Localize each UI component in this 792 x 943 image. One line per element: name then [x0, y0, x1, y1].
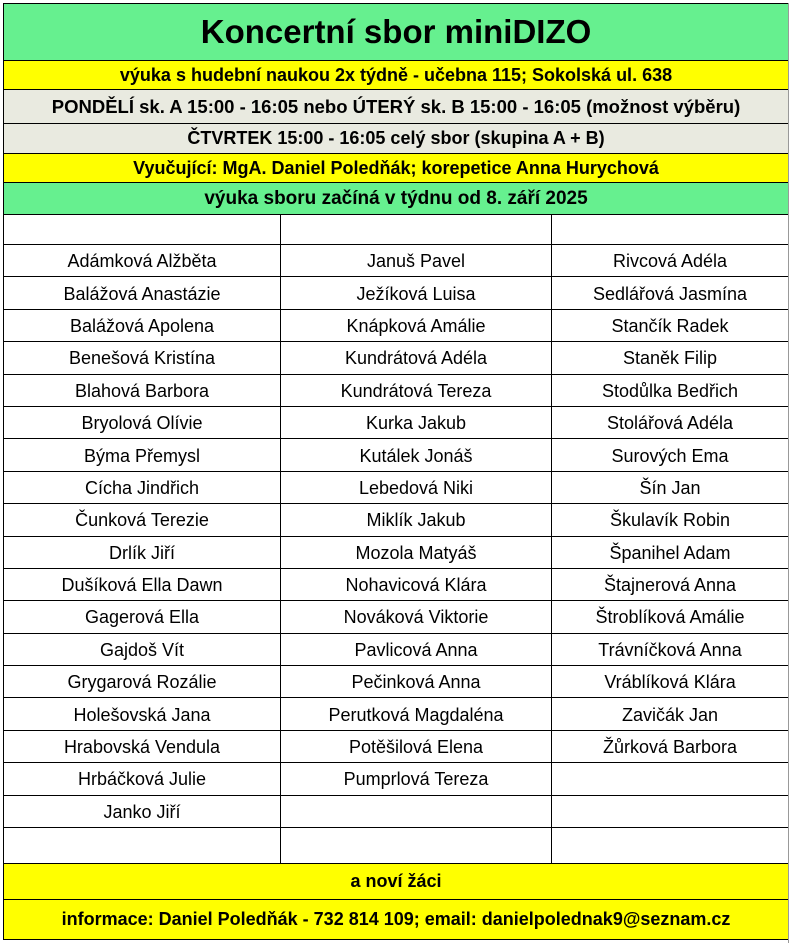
- new-students: a noví žáci: [4, 864, 789, 900]
- student-name: Pavlicová Anna: [281, 633, 552, 665]
- student-name: Bryolová Olívie: [4, 406, 281, 438]
- student-name: Perutková Magdaléna: [281, 698, 552, 730]
- name-row: [4, 568, 789, 600]
- student-name: Ježíková Luisa: [281, 277, 552, 309]
- empty-cell: [4, 215, 281, 245]
- student-name: Surových Ema: [552, 439, 789, 471]
- student-name: Mozola Matyáš: [281, 536, 552, 568]
- student-name: Blahová Barbora: [4, 374, 281, 406]
- empty-cell: [552, 828, 789, 864]
- page-title: Koncertní sbor miniDIZO: [4, 4, 789, 61]
- student-name: Rivcová Adéla: [552, 245, 789, 277]
- empty-cell: [281, 828, 552, 864]
- student-name: Holešovská Jana: [4, 698, 281, 730]
- student-name: Pumprlová Tereza: [281, 763, 552, 795]
- name-row: [4, 309, 789, 341]
- student-name: [552, 763, 789, 795]
- student-name: Miklík Jakub: [281, 504, 552, 536]
- name-row: [4, 406, 789, 438]
- student-name: Janko Jiří: [4, 795, 281, 827]
- student-name: Gajdoš Vít: [4, 633, 281, 665]
- student-name: Žůrková Barbora: [552, 730, 789, 762]
- student-name: Kundrátová Adéla: [281, 342, 552, 374]
- student-name: Nováková Viktorie: [281, 601, 552, 633]
- student-name: Sedlářová Jasmína: [552, 277, 789, 309]
- student-name: Štajnerová Anna: [552, 568, 789, 600]
- name-row: [4, 245, 789, 277]
- name-row: [4, 698, 789, 730]
- student-name: Pečinková Anna: [281, 666, 552, 698]
- student-name: Vráblíková Klára: [552, 666, 789, 698]
- name-row: [4, 666, 789, 698]
- student-name: Štroblíková Amálie: [552, 601, 789, 633]
- student-name: Býma Přemysl: [4, 439, 281, 471]
- name-row: [4, 601, 789, 633]
- student-name: Hrbáčková Julie: [4, 763, 281, 795]
- student-name: Trávníčková Anna: [552, 633, 789, 665]
- student-name: Balážová Apolena: [4, 309, 281, 341]
- student-name: Knápková Amálie: [281, 309, 552, 341]
- student-name: Zavičák Jan: [552, 698, 789, 730]
- student-name: [552, 795, 789, 827]
- schedule-thursday: ČTVRTEK 15:00 - 16:05 celý sbor (skupina A + B): [4, 124, 789, 154]
- name-row: [4, 536, 789, 568]
- name-row: [4, 439, 789, 471]
- student-name: Škulavík Robin: [552, 504, 789, 536]
- student-name: Čunková Terezie: [4, 504, 281, 536]
- contact-info: informace: Daniel Poledňák - 732 814 109; email: danielpolednak9@seznam.cz: [4, 900, 789, 940]
- student-name: Španihel Adam: [552, 536, 789, 568]
- student-name: [281, 795, 552, 827]
- name-row: [4, 730, 789, 762]
- student-name: Potěšilová Elena: [281, 730, 552, 762]
- name-row: [4, 342, 789, 374]
- empty-cell: [552, 215, 789, 245]
- student-name: Gagerová Ella: [4, 601, 281, 633]
- schedule-groups: PONDĚLÍ sk. A 15:00 - 16:05 nebo ÚTERÝ sk. B 15:00 - 16:05 (možnost výběru): [4, 90, 789, 124]
- name-row: [4, 374, 789, 406]
- name-row: [4, 633, 789, 665]
- student-name: Lebedová Niki: [281, 471, 552, 503]
- student-name: Drlík Jiří: [4, 536, 281, 568]
- student-name: Stolářová Adéla: [552, 406, 789, 438]
- student-name: Hrabovská Vendula: [4, 730, 281, 762]
- student-name: Kundrátová Tereza: [281, 374, 552, 406]
- empty-cell: [281, 215, 552, 245]
- student-name: Cícha Jindřich: [4, 471, 281, 503]
- student-name: Stančík Radek: [552, 309, 789, 341]
- student-name: Dušíková Ella Dawn: [4, 568, 281, 600]
- sheet-edge: [788, 3, 789, 943]
- choir-table: [3, 3, 789, 940]
- student-name: Kurka Jakub: [281, 406, 552, 438]
- student-name: Nohavicová Klára: [281, 568, 552, 600]
- student-name: Benešová Kristína: [4, 342, 281, 374]
- student-name: Stodůlka Bedřich: [552, 374, 789, 406]
- student-name: Šín Jan: [552, 471, 789, 503]
- student-name: Adámková Alžběta: [4, 245, 281, 277]
- student-name: Januš Pavel: [281, 245, 552, 277]
- student-name: Balážová Anastázie: [4, 277, 281, 309]
- name-row: [4, 795, 789, 827]
- student-name: Kutálek Jonáš: [281, 439, 552, 471]
- name-row: [4, 277, 789, 309]
- name-row: [4, 504, 789, 536]
- student-name: Grygarová Rozálie: [4, 666, 281, 698]
- student-name: Staněk Filip: [552, 342, 789, 374]
- lesson-info: výuka s hudební naukou 2x týdně - učebna 115; Sokolská ul. 638: [4, 61, 789, 90]
- empty-cell: [4, 828, 281, 864]
- name-row: [4, 763, 789, 795]
- teachers-info: Vyučující: MgA. Daniel Poledňák; korepetice Anna Hurychová: [4, 154, 789, 183]
- name-row: [4, 471, 789, 503]
- start-date: výuka sboru začíná v týdnu od 8. září 2025: [4, 183, 789, 215]
